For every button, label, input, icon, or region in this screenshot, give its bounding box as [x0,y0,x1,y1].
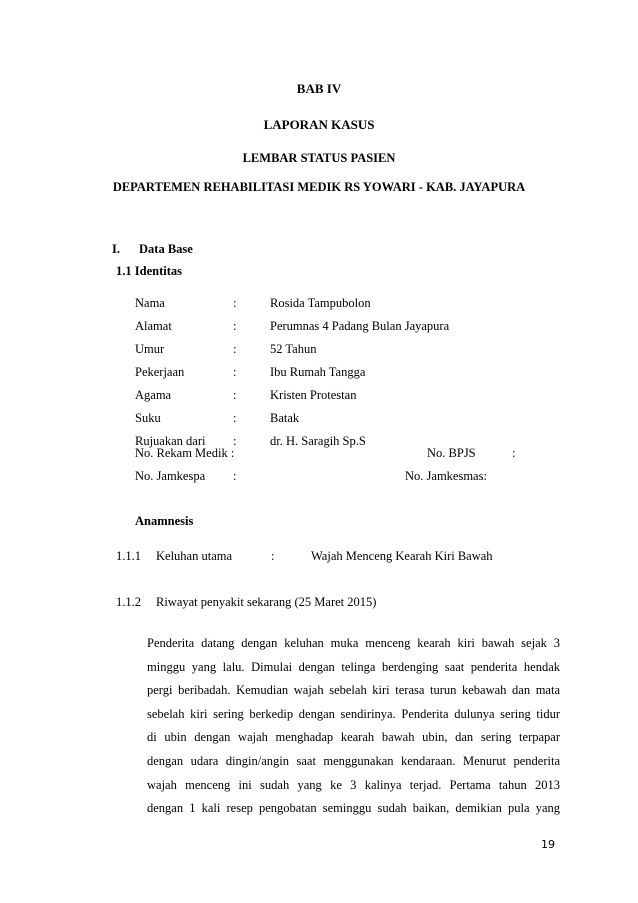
bpjs-label: No. BPJS [427,446,476,460]
paragraph-line: dengan udara dingin/angin saat menggunakan kendaraan. Menurut penderita [147,753,560,768]
jamkespa-row [0,469,638,487]
identitas-label: Rujuakan dari [135,434,206,448]
identitas-separator: : [233,296,237,310]
section-title: Data Base [139,242,193,256]
paragraph-line: wajah menceng ini sudah yang ke 3 kalinya terjad. Pertama tahun 2013 [147,777,560,792]
identitas-value: Rosida Tampubolon [270,296,371,310]
identitas-value: 52 Tahun [270,342,317,356]
jamkespa-label: No. Jamkespa [135,469,206,483]
department-name: DEPARTEMEN REHABILITASI MEDIK RS YOWARI - KAB. JAYAPURA [112,180,526,194]
paragraph-line: sebelah kiri sering berkedip dengan sendirinya. Penderita dulunya sering tidur [147,706,560,721]
report-title: LAPORAN KASUS [263,117,375,132]
paragraph-line: di ubin dengan wajah menghadap kearah bawah ubin, dan sering terpapar [147,730,560,745]
bpjs-separator: : [512,446,516,460]
anamnesis-heading: Anamnesis [135,514,194,528]
identitas-label: Agama [135,388,172,402]
riwayat-label: Riwayat penyakit sekarang (25 Maret 2015) [156,595,377,609]
identitas-separator: : [233,434,237,448]
identitas-row [0,388,638,406]
identitas-label: Pekerjaan [135,365,185,379]
identitas-value: Kristen Protestan [270,388,357,402]
riwayat-paragraph [147,632,560,821]
identitas-value: dr. H. Saragih Sp.S [270,434,366,448]
identitas-label: Suku [135,411,161,425]
riwayat-row [0,595,638,613]
paragraph-line: minggu yang lalu. Dimulai dengan telinga berdenging saat penderita hendak [147,659,560,674]
identitas-separator: : [233,319,237,333]
chapter-heading: BAB IV [296,81,342,96]
jamkesmas-label: No. Jamkesmas: [405,469,487,483]
keluhan-value: Wajah Menceng Kearah Kiri Bawah [311,549,493,563]
keluhan-row [0,549,638,567]
identitas-value: Ibu Rumah Tangga [270,365,366,379]
identitas-separator: : [233,388,237,402]
identitas-label: Umur [135,342,165,356]
identitas-separator: : [233,365,237,379]
keluhan-number: 1.1.1 [116,549,141,563]
page-number: 19 [541,838,555,851]
rekam-medik-row [0,446,638,464]
jamkespa-separator: : [233,469,237,483]
rekam-medik-label: No. Rekam Medik : [135,446,235,460]
identitas-row [0,319,638,337]
identitas-row [0,411,638,429]
identitas-value: Batak [270,411,300,425]
identitas-row [0,365,638,383]
identitas-separator: : [233,342,237,356]
identitas-row [0,342,638,360]
identitas-separator: : [233,411,237,425]
identitas-value: Perumnas 4 Padang Bulan Jayapura [270,319,450,333]
form-subtitle: LEMBAR STATUS PASIEN [242,151,396,165]
section-number: I. [112,242,120,256]
paragraph-line: Penderita datang dengan keluhan muka menceng kearah kiri bawah sejak 3 [147,636,560,650]
keluhan-label: Keluhan utama [156,549,233,563]
identitas-row [0,296,638,314]
paragraph-line: dengan 1 kali resep pengobatan seminggu sudah baikan, demikian pula yang [147,801,560,816]
keluhan-separator: : [271,549,275,563]
identitas-label: Alamat [135,319,172,333]
riwayat-number: 1.1.2 [116,595,141,609]
identitas-heading: 1.1 Identitas [116,264,182,278]
identitas-label: Nama [135,296,165,310]
paragraph-line: pergi beribadah. Kemudian wajah sebelah kiri terasa turun kebawah dan mata [147,683,560,698]
